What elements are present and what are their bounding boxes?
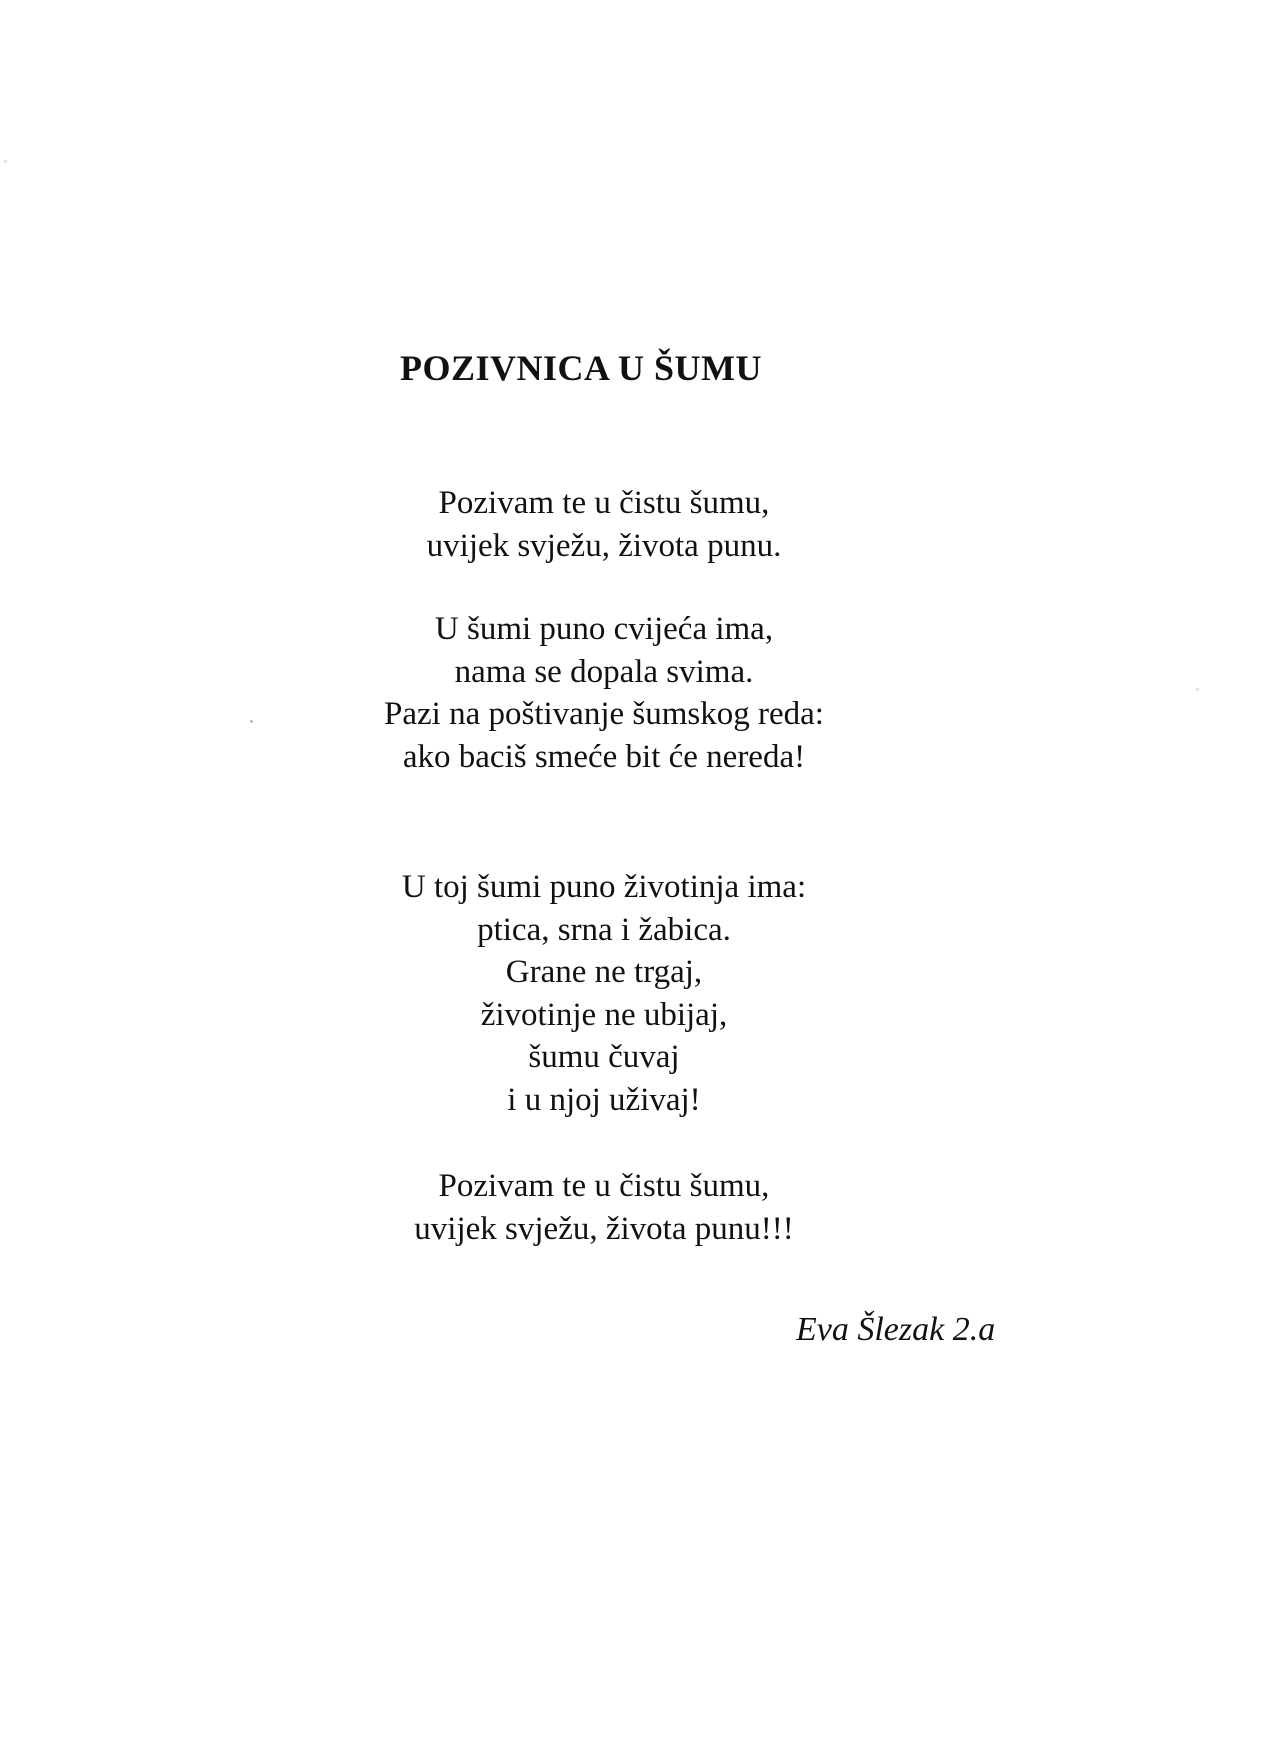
author-signature: Eva Šlezak 2.a	[796, 1311, 996, 1348]
stanza-1	[0, 482, 1208, 567]
scan-speck	[1196, 688, 1199, 691]
stanza-2	[0, 608, 1208, 778]
poem-line: životinje ne ubijaj,	[480, 996, 728, 1033]
scan-speck	[4, 160, 7, 163]
poem-line: Pozivam te u čistu šumu,	[438, 1168, 770, 1204]
poem-line: ako baciš smeće bit će nereda!	[402, 738, 806, 775]
stanza-4	[0, 1165, 1208, 1250]
poem-line: ptica, srna i žabica.	[477, 911, 731, 948]
poem-line: šumu čuvaj	[528, 1039, 680, 1075]
poem-line: Pozivam te u čistu šumu,	[438, 485, 770, 521]
poem-line: i u njoj uživaj!	[507, 1081, 701, 1118]
poem-line: U toj šumi puno životinja ima:	[401, 869, 807, 905]
poem-line: Grane ne trgaj,	[505, 954, 703, 990]
poem-title: POZIVNICA U ŠUMU	[400, 348, 763, 388]
poem-line: uvijek svježu, života punu.	[426, 527, 782, 564]
poem-line: U šumi puno cvijeća ima,	[434, 611, 774, 647]
poem-line: nama se dopala svima.	[454, 653, 754, 690]
poem-line: Pazi na poštivanje šumskog reda:	[384, 696, 824, 732]
poem-line: uvijek svježu, života punu!!!	[414, 1210, 794, 1247]
stanza-3	[0, 866, 1208, 1121]
scan-speck	[250, 720, 253, 723]
